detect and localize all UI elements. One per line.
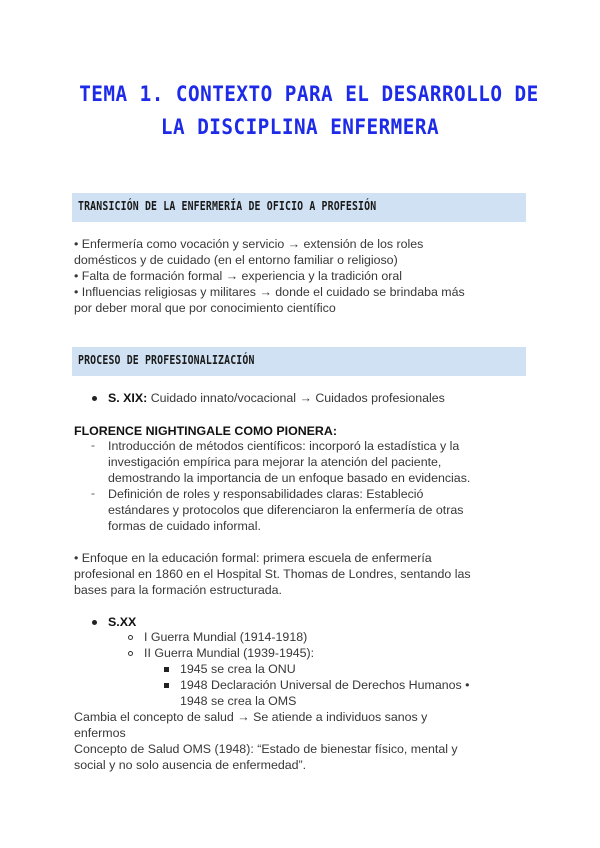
transition-line-3: • Falta de formación formal → experiencia y la tradición oral: [74, 269, 403, 283]
florence-heading: FLORENCE NIGHTINGALE COMO PIONERA:: [74, 424, 337, 438]
bullet-icon: [92, 620, 97, 625]
education-line-1: • Enfoque en la educación formal: primera escuela de enfermería: [74, 551, 432, 565]
section-heading-transition: TRANSICIÓN DE LA ENFERMERÍA DE OFICIO A PROFESIÓN: [78, 199, 377, 213]
florence-item2-line2: estándares y protocolos que diferenciaron la enfermería de otras: [108, 503, 464, 517]
section-heading-band-process: [72, 347, 526, 376]
ring-bullet-icon: [128, 635, 133, 640]
transition-line-2: domésticos y de cuidado (en el entorno familiar o religioso): [74, 253, 398, 267]
ring-bullet-icon: [128, 651, 133, 656]
transition-line-5: por deber moral que por conocimiento científico: [74, 301, 336, 315]
health-line-2: enfermos: [74, 726, 126, 740]
ddhh-line-1: 1948 Declaración Universal de Derechos Humanos •: [180, 678, 470, 692]
square-bullet-icon: [164, 683, 169, 688]
sxix-text: Cuidado innato/vocacional → Cuidados profesionales: [147, 391, 445, 405]
war1-text: I Guerra Mundial (1914-1918): [144, 630, 308, 644]
transition-line-4: • Influencias religiosas y militares → donde el cuidado se brindaba más: [74, 285, 465, 299]
title-line-2: LA DISCIPLINA ENFERMERA: [160, 115, 440, 139]
war2-text: II Guerra Mundial (1939-1945):: [144, 646, 315, 660]
sxix-line: [108, 390, 445, 406]
florence-item2-line1: Definición de roles y responsabilidades claras: Estableció: [108, 487, 424, 501]
title-line-1: TEMA 1. CONTEXTO PARA EL DESARROLLO DE: [79, 82, 539, 106]
health-line-1: Cambia el concepto de salud → Se atiende a individuos sanos y: [74, 710, 428, 724]
onu-text: 1945 se crea la ONU: [180, 662, 296, 676]
transition-line-1: • Enfermería como vocación y servicio → extensión de los roles: [74, 237, 424, 251]
ddhh-line-2: 1948 se crea la OMS: [180, 694, 297, 708]
square-bullet-icon: [164, 667, 169, 672]
florence-item1-line2: investigación empírica para mejorar la atención del paciente,: [108, 455, 442, 469]
health-line-4: social y no solo ausencia de enfermedad”.: [74, 758, 307, 772]
dash-icon: -: [91, 486, 95, 500]
florence-item1-line3: demostrando la importancia de un enfoque basado en evidencias.: [108, 471, 471, 485]
sxx-label: S.XX: [108, 615, 137, 629]
bullet-icon: [92, 396, 97, 401]
florence-item1-line1: Introducción de métodos científicos: incorporó la estadística y la: [108, 439, 460, 453]
education-line-2: profesional en 1860 en el Hospital St. Thomas de Londres, sentando las: [74, 567, 471, 581]
education-line-3: bases para la formación estructurada.: [74, 583, 282, 597]
sxix-label: S. XIX:: [108, 391, 148, 405]
health-line-3: Concepto de Salud OMS (1948): “Estado de bienestar físico, mental y: [74, 742, 458, 756]
florence-item2-line3: formas de cuidado informal.: [108, 519, 261, 533]
dash-icon: -: [91, 438, 95, 452]
section-heading-process: PROCESO DE PROFESIONALIZACIÓN: [78, 353, 255, 367]
document-title: [79, 78, 539, 144]
section-heading-band-transition: [72, 193, 526, 222]
